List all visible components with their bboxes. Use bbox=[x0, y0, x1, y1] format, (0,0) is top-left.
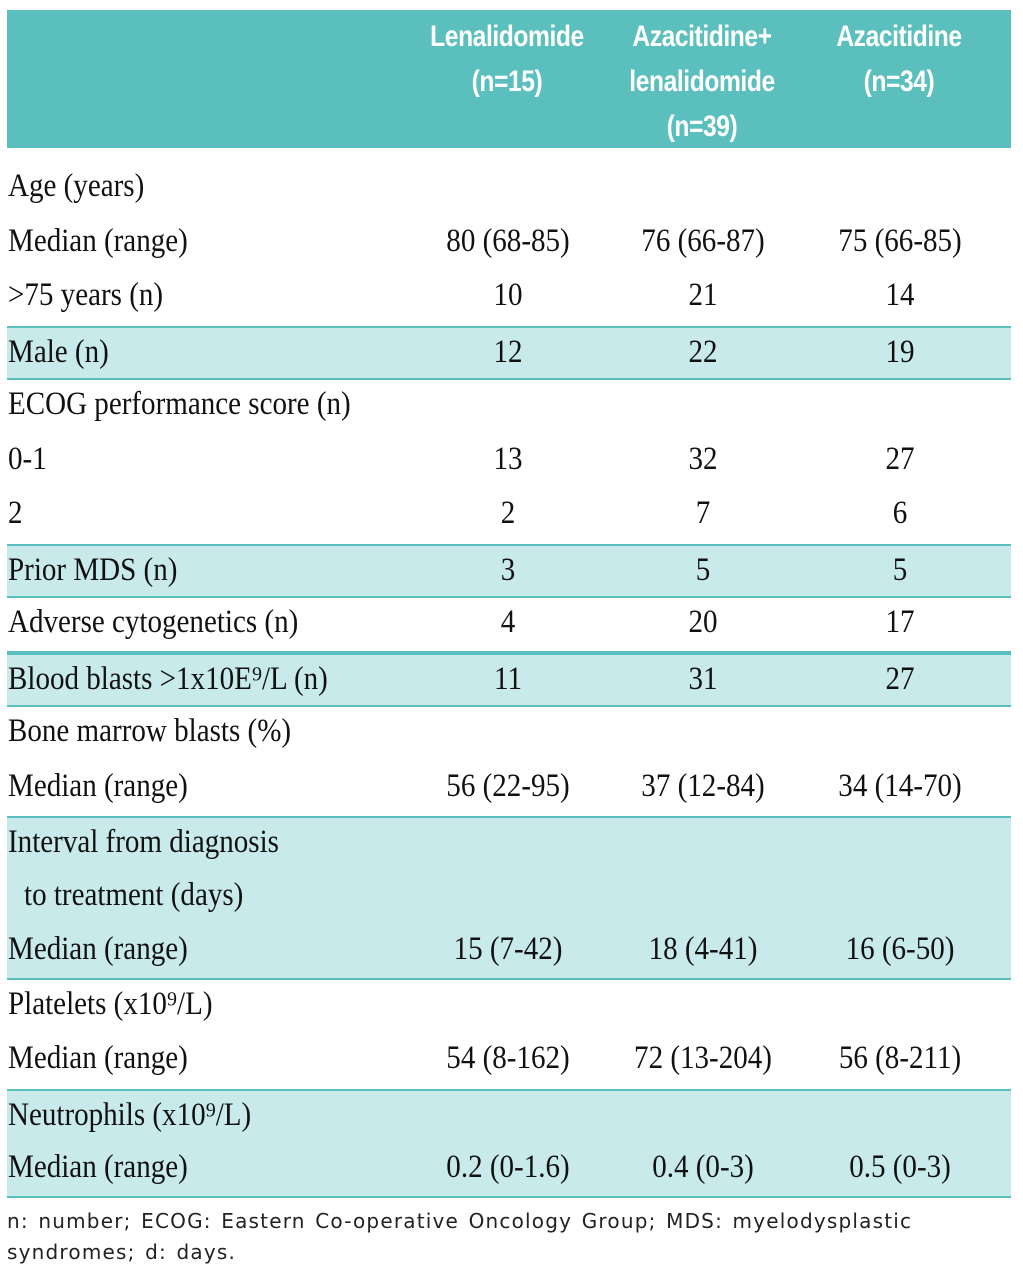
cell-value: 56 (8-211) bbox=[838, 1040, 962, 1076]
cell-value: 2 bbox=[500, 495, 516, 531]
table-header bbox=[7, 10, 1011, 148]
cell-value: 3 bbox=[500, 551, 516, 588]
cell-value: 14 bbox=[885, 277, 915, 313]
table-row bbox=[7, 544, 1011, 599]
row-label: Male (n) bbox=[8, 333, 109, 370]
cell-value: 76 (66-87) bbox=[641, 222, 765, 259]
row-label: Age (years) bbox=[8, 168, 145, 204]
cell-value: 22 bbox=[688, 333, 718, 370]
table-row bbox=[7, 162, 1011, 217]
table-row bbox=[7, 435, 1011, 490]
table-footnote: n: number; ECOG: Eastern Co-operative Oncology Group; MDS: myelodysplastic syndromes; d: days. bbox=[7, 1209, 913, 1264]
table-row bbox=[7, 489, 1011, 544]
cell-value: 72 (13-204) bbox=[634, 1040, 772, 1076]
cell-value: 21 bbox=[688, 277, 718, 313]
table-row bbox=[7, 762, 1011, 817]
table-row bbox=[7, 1089, 1011, 1144]
cell-value: 0.5 (0-3) bbox=[849, 1149, 951, 1185]
table-row bbox=[7, 653, 1011, 708]
cell-value: 11 bbox=[494, 660, 522, 697]
row-label: Neutrophils (x10⁹/L) bbox=[8, 1096, 252, 1133]
cell-value: 19 bbox=[885, 333, 915, 370]
cell-value: 17 bbox=[885, 604, 915, 640]
cell-value: 6 bbox=[892, 495, 908, 531]
row-label: ECOG performance score (n) bbox=[8, 386, 351, 422]
cell-value: 20 bbox=[688, 604, 718, 640]
row-label: 0-1 bbox=[8, 440, 47, 477]
cell-value: 0.2 (0-1.6) bbox=[446, 1149, 570, 1185]
row-label: Interval from diagnosis bbox=[8, 824, 279, 860]
cell-value: 54 (8-162) bbox=[446, 1040, 570, 1076]
cell-value: 32 bbox=[688, 440, 718, 477]
cell-value: 56 (22-95) bbox=[446, 767, 570, 804]
table-row bbox=[7, 217, 1011, 272]
cell-value: 10 bbox=[493, 277, 523, 313]
cell-value: 18 (4-41) bbox=[648, 931, 758, 967]
cell-value: 31 bbox=[688, 660, 718, 697]
table-row bbox=[7, 871, 1011, 926]
cell-value: 75 (66-85) bbox=[838, 222, 962, 259]
column-header-lenalidomide: Lenalidomide (n=15) bbox=[430, 20, 584, 98]
table-row bbox=[7, 925, 1011, 980]
baseline-characteristics-table bbox=[7, 10, 1011, 1198]
row-label: Platelets (x10⁹/L) bbox=[8, 985, 213, 1022]
cell-value: 37 (12-84) bbox=[641, 767, 765, 804]
table-row bbox=[7, 271, 1011, 326]
row-label: Bone marrow blasts (%) bbox=[8, 713, 292, 749]
cell-value: 4 bbox=[500, 604, 516, 640]
table-row bbox=[7, 380, 1011, 435]
cell-value: 7 bbox=[695, 495, 711, 531]
table-body bbox=[7, 162, 1011, 1198]
row-label: 2 bbox=[8, 495, 23, 531]
cell-value: 80 (68-85) bbox=[446, 222, 570, 259]
row-label: Blood blasts >1x10E⁹/L (n) bbox=[8, 660, 328, 697]
cell-value: 12 bbox=[493, 333, 523, 370]
row-label: Adverse cytogenetics (n) bbox=[8, 604, 299, 640]
column-header-azacitidine: Azacitidine (n=34) bbox=[836, 20, 962, 98]
cell-value: 15 (7-42) bbox=[453, 931, 563, 967]
row-label: Median (range) bbox=[8, 1149, 188, 1185]
cell-value: 5 bbox=[892, 551, 908, 588]
table-row bbox=[7, 707, 1011, 762]
table-row bbox=[7, 598, 1011, 653]
cell-value: 34 (14-70) bbox=[838, 767, 962, 804]
cell-value: 27 bbox=[885, 440, 915, 477]
table-row bbox=[7, 326, 1011, 381]
column-header-azacitidine-lenalidomide: Azacitidine+ lenalidomide (n=39) bbox=[629, 20, 775, 143]
row-label: Median (range) bbox=[8, 222, 188, 259]
cell-value: 13 bbox=[493, 440, 523, 477]
row-label: Median (range) bbox=[8, 1040, 188, 1076]
row-label: Median (range) bbox=[8, 767, 188, 804]
row-label: to treatment (days) bbox=[24, 876, 244, 913]
table-row bbox=[7, 1034, 1011, 1089]
table-row bbox=[7, 1143, 1011, 1198]
cell-value: 5 bbox=[695, 551, 711, 588]
row-label: Median (range) bbox=[8, 931, 188, 967]
table-row bbox=[7, 980, 1011, 1035]
cell-value: 0.4 (0-3) bbox=[652, 1149, 754, 1185]
table-row bbox=[7, 816, 1011, 871]
cell-value: 16 (6-50) bbox=[845, 931, 955, 967]
row-label: Prior MDS (n) bbox=[8, 551, 178, 588]
cell-value: 27 bbox=[885, 660, 915, 697]
row-label: >75 years (n) bbox=[8, 277, 164, 313]
